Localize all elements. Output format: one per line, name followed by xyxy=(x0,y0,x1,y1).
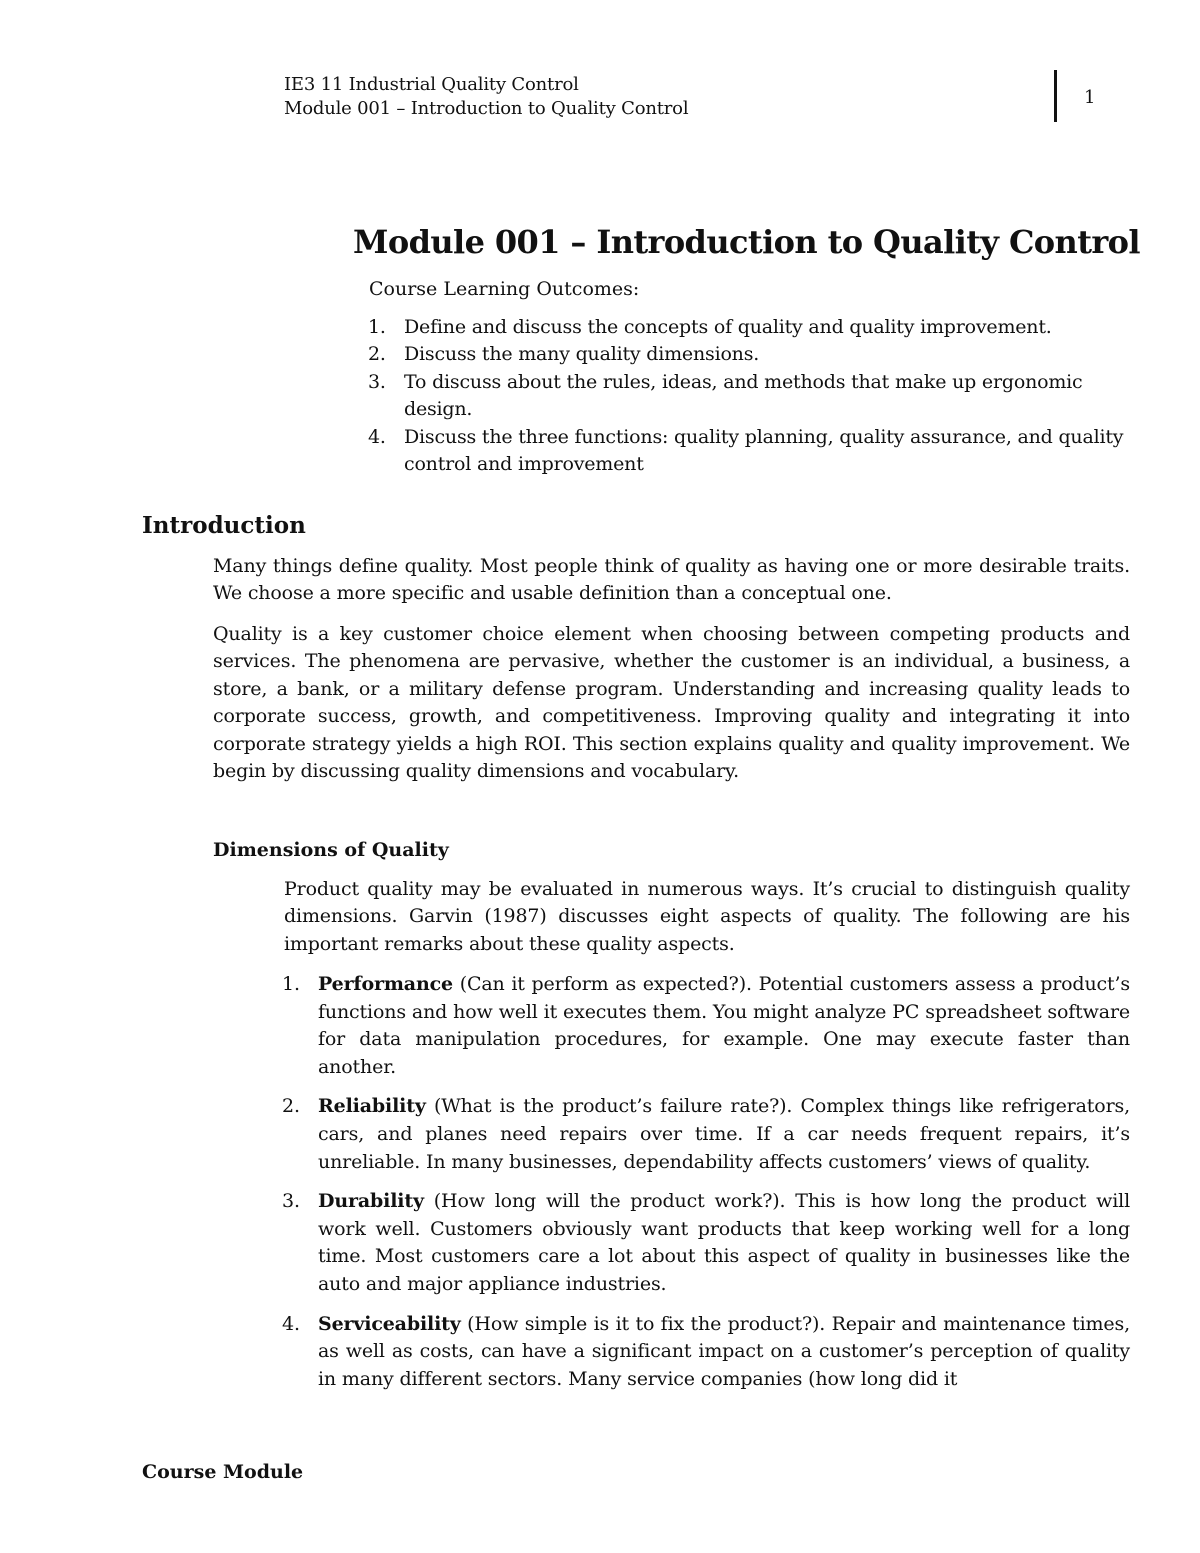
page-title: Module 001 – Introduction to Quality Control xyxy=(353,223,1140,261)
page-number: 1 xyxy=(1084,87,1096,108)
dimension-term: Performance xyxy=(318,973,453,995)
list-number: 4. xyxy=(368,425,386,448)
header-module-title: Module 001 – Introduction to Quality Control xyxy=(284,98,689,119)
dimension-description: (Can it perform as expected?). Potential customers assess a product’s functions and how well it executes them. You might analyze PC spreadsheet software for data manipulation procedures, for example. One may execute faster than another. xyxy=(318,973,1130,1078)
list-number: 2. xyxy=(282,1095,300,1118)
list-item xyxy=(368,314,1140,341)
list-item xyxy=(282,971,1130,1081)
list-item xyxy=(368,424,1140,479)
introduction-paragraph-1: Many things define quality. Most people think of quality as having one or more desirable traits. We choose a more specific and usable definition than a conceptual one. xyxy=(213,555,1130,605)
dimension-description: (What is the product’s failure rate?). Complex things like refrigerators, cars, and planes need repairs over time. If a car needs frequent repairs, it’s unreliable. In many businesses, dependability affects customers’ views of quality. xyxy=(318,1095,1130,1173)
list-item-text: To discuss about the rules, ideas, and methods that make up ergonomic design. xyxy=(404,370,1083,421)
list-item-text: Discuss the three functions: quality planning, quality assurance, and quality control and improvement xyxy=(404,425,1124,476)
list-item xyxy=(282,1188,1130,1298)
dimensions-heading: Dimensions of Quality xyxy=(213,839,449,861)
dimension-term: Durability xyxy=(318,1190,424,1213)
learning-outcomes-list xyxy=(368,314,1140,478)
list-number: 4. xyxy=(282,1312,300,1335)
list-number: 2. xyxy=(368,343,386,366)
list-number: 3. xyxy=(368,370,386,393)
list-item xyxy=(282,1093,1130,1176)
list-item xyxy=(282,1311,1130,1394)
page-footer: Course Module xyxy=(142,1461,304,1483)
list-number: 3. xyxy=(282,1190,300,1213)
introduction-heading: Introduction xyxy=(142,512,306,539)
list-item-text: Define and discuss the concepts of quality and quality improvement. xyxy=(404,316,1052,338)
learning-outcomes-label: Course Learning Outcomes: xyxy=(369,278,640,300)
dimensions-list xyxy=(282,971,1130,1405)
list-item-text: Discuss the many quality dimensions. xyxy=(404,343,760,366)
list-number: 1. xyxy=(282,973,300,995)
list-item xyxy=(368,341,1140,368)
dimension-description: (How simple is it to fix the product?). Repair and maintenance times, as well as costs, can have a significant impact on a customer’s perception of quality in many different sectors. Many service companies (how long did it xyxy=(318,1312,1130,1390)
list-item xyxy=(368,369,1140,424)
dimension-term: Serviceability xyxy=(318,1312,461,1335)
dimension-description: (How long will the product work?). This is how long the product will work well. Customers obviously want products that keep working well for a long time. Most customers care a lot about this aspect of quality in businesses like the auto and major appliance industries. xyxy=(318,1190,1130,1295)
header-divider xyxy=(1054,70,1057,122)
dimension-term: Reliability xyxy=(318,1095,426,1118)
dimensions-intro-paragraph: Product quality may be evaluated in numerous ways. It’s crucial to distinguish quality dimensions. Garvin (1987) discusses eight aspects of quality. The following are his important remarks about these quality aspects. xyxy=(284,878,1130,955)
list-number: 1. xyxy=(368,316,386,338)
header-course-title: IE3 11 Industrial Quality Control xyxy=(284,74,579,95)
introduction-paragraph-2: Quality is a key customer choice element when choosing between competing products and services. The phenomena are pervasive, whether the customer is an individual, a business, a store, a bank, or a military defense program. Understanding and increasing quality leads to corporate success, growth, and competitiveness. Improving quality and integrating it into corporate strategy yields a high ROI. This section explains quality and quality improvement. We begin by discussing quality dimensions and vocabulary. xyxy=(213,623,1130,783)
